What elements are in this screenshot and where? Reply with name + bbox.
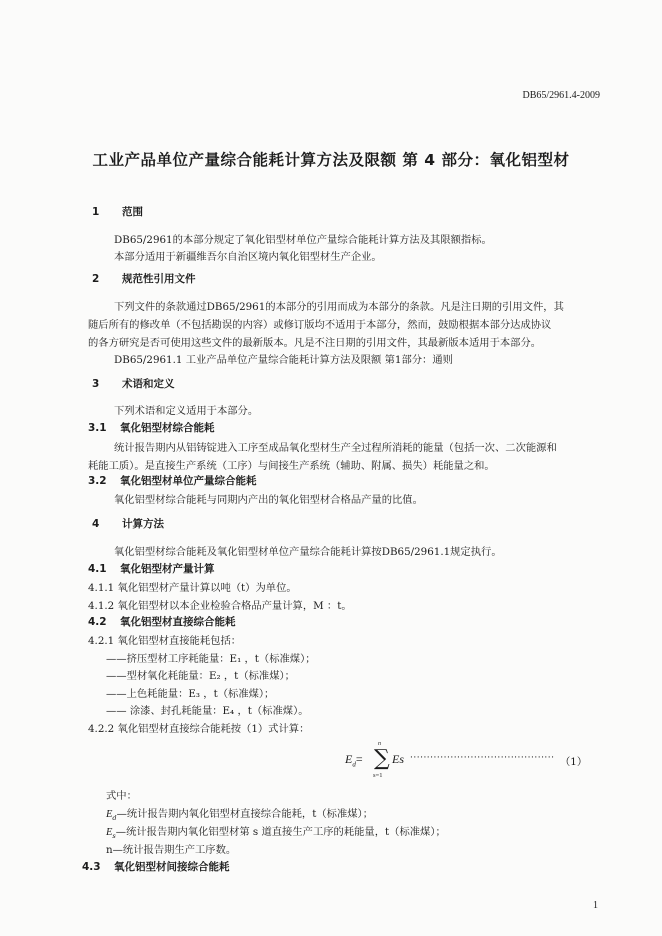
paragraph: 本部分适用于新疆维吾尔自治区境内氧化铝型材生产企业。 <box>114 251 382 263</box>
variable-definition: $E_d—$统计报告期内氧化铝型材直接综合能耗，t（标准煤）； <box>106 808 374 823</box>
section-title: 规范性引用文件 <box>122 273 196 285</box>
term-3-1-heading <box>88 420 215 435</box>
formula-sum-lower: s=1 <box>373 772 383 779</box>
subsection-number: 4.2 <box>88 616 107 628</box>
formula-number: （1） <box>560 756 588 768</box>
paragraph-line: 统计报告期内从铝铸锭进入工序至成品氧化型材生产全过程所消耗的能量（包括一次、二次能源和 <box>114 442 557 454</box>
page-title: 工业产品单位产量综合能耗计算方法及限额 第 4 部分：氧化铝型材 <box>92 151 570 169</box>
section-3-heading <box>92 376 175 391</box>
section-number: 2 <box>92 273 100 285</box>
subsection-4-1-heading <box>88 561 215 576</box>
paragraph: 氧化铝型材综合能耗与同期内产出的氧化铝型材合格品产量的比值。 <box>114 494 423 506</box>
page-number: 1 <box>593 900 598 911</box>
subsection-4-2-heading <box>88 614 236 629</box>
variable-definition: $E_s—$统计报告期内氧化铝型材第 s 道直接生产工序的耗能量，t（标准煤）； <box>106 826 446 841</box>
subsection-title: 氧化铝型材产量计算 <box>120 563 215 575</box>
section-1-heading <box>92 204 143 219</box>
standard-code: DB65/2961.4-2009 <box>522 90 600 101</box>
term-title: 氧化铝型材综合能耗 <box>120 422 215 434</box>
section-4-heading <box>92 516 164 531</box>
where-label: 式中： <box>106 790 137 802</box>
term-3-2-heading <box>88 473 257 488</box>
formula-leader-dots: ··········································· <box>410 753 555 763</box>
section-title: 计算方法 <box>122 518 164 530</box>
paragraph: DB65/2961的本部分规定了氧化铝型材单位产量综合能耗计算方法及其限额指标。 <box>114 234 492 246</box>
term-title: 氧化铝型材单位产量综合能耗 <box>120 475 257 487</box>
subsection-title: 氧化铝型材直接综合能耗 <box>120 616 236 628</box>
section-number: 4 <box>92 518 100 530</box>
term-number: 3.1 <box>88 422 107 434</box>
clause-4-1-2: 4.1.2 氧化铝型材以本企业检验合格品产量计算，M ：t。 <box>88 600 352 612</box>
formula-lhs: $E_d=$ <box>345 752 363 769</box>
subsection-4-3-heading <box>82 859 230 874</box>
section-number: 3 <box>92 378 100 390</box>
clause-4-2-1: 4.2.1 氧化铝型材直接能耗包括： <box>88 635 242 647</box>
clause-4-1-1: 4.1.1 氧化铝型材产量计算以吨（t）为单位。 <box>88 582 297 594</box>
subsection-title: 氧化铝型材间接综合能耗 <box>114 861 230 873</box>
paragraph-line: 耗能工质）。是直接生产系统（工序）与间接生产系统（辅助、附属、损失）耗能量之和。 <box>88 460 495 472</box>
list-item: ——型材氧化耗能量：E₂ ，t（标准煤）； <box>106 670 295 682</box>
section-2-heading <box>92 271 196 286</box>
list-item: ——上色耗能量：E₃ ，t（标准煤）； <box>106 688 275 700</box>
paragraph-line: 随后所有的修改单（不包括勘误的内容）或修订版均不适用于本部分，然而，鼓励根据本部分达成协议 <box>88 319 552 331</box>
paragraph-line: 下列文件的条款通过DB65/2961的本部分的引用而成为本部分的条款。凡是注日期的引用文件，其 <box>114 301 564 313</box>
formula-rhs: Es <box>392 752 404 766</box>
clause-4-2-2: 4.2.2 氧化铝型材直接综合能耗按（1）式计算： <box>88 723 310 735</box>
paragraph-line: 的各方研究是否可使用这些文件的最新版本。凡是不注日期的引用文件，其最新版本适用于本部分。 <box>88 337 542 349</box>
normative-reference: DB65/2961.1 工业产品单位产量综合能耗计算方法及限额 第1部分：通则 <box>114 354 453 366</box>
formula-sum-upper: n <box>378 741 381 747</box>
variable-definition: n—统计报告期生产工序数。 <box>106 844 237 856</box>
section-title: 范围 <box>122 206 143 218</box>
subsection-number: 4.3 <box>82 861 101 873</box>
term-number: 3.2 <box>88 475 107 487</box>
formula-sum-sign: ∑ <box>374 746 390 771</box>
paragraph: 氧化铝型材综合能耗及氧化铝型材单位产量综合能耗计算按DB65/2961.1规定执行。 <box>114 546 502 558</box>
section-number: 1 <box>92 206 100 218</box>
section-title: 术语和定义 <box>122 378 175 390</box>
list-item: ——挤压型材工序耗能量：E₁ ，t（标准煤）； <box>106 653 316 665</box>
subsection-number: 4.1 <box>88 563 107 575</box>
paragraph: 下列术语和定义适用于本部分。 <box>114 405 259 417</box>
list-item: —— 涂漆、封孔耗能量：E₄ ，t（标准煤）。 <box>106 705 309 717</box>
